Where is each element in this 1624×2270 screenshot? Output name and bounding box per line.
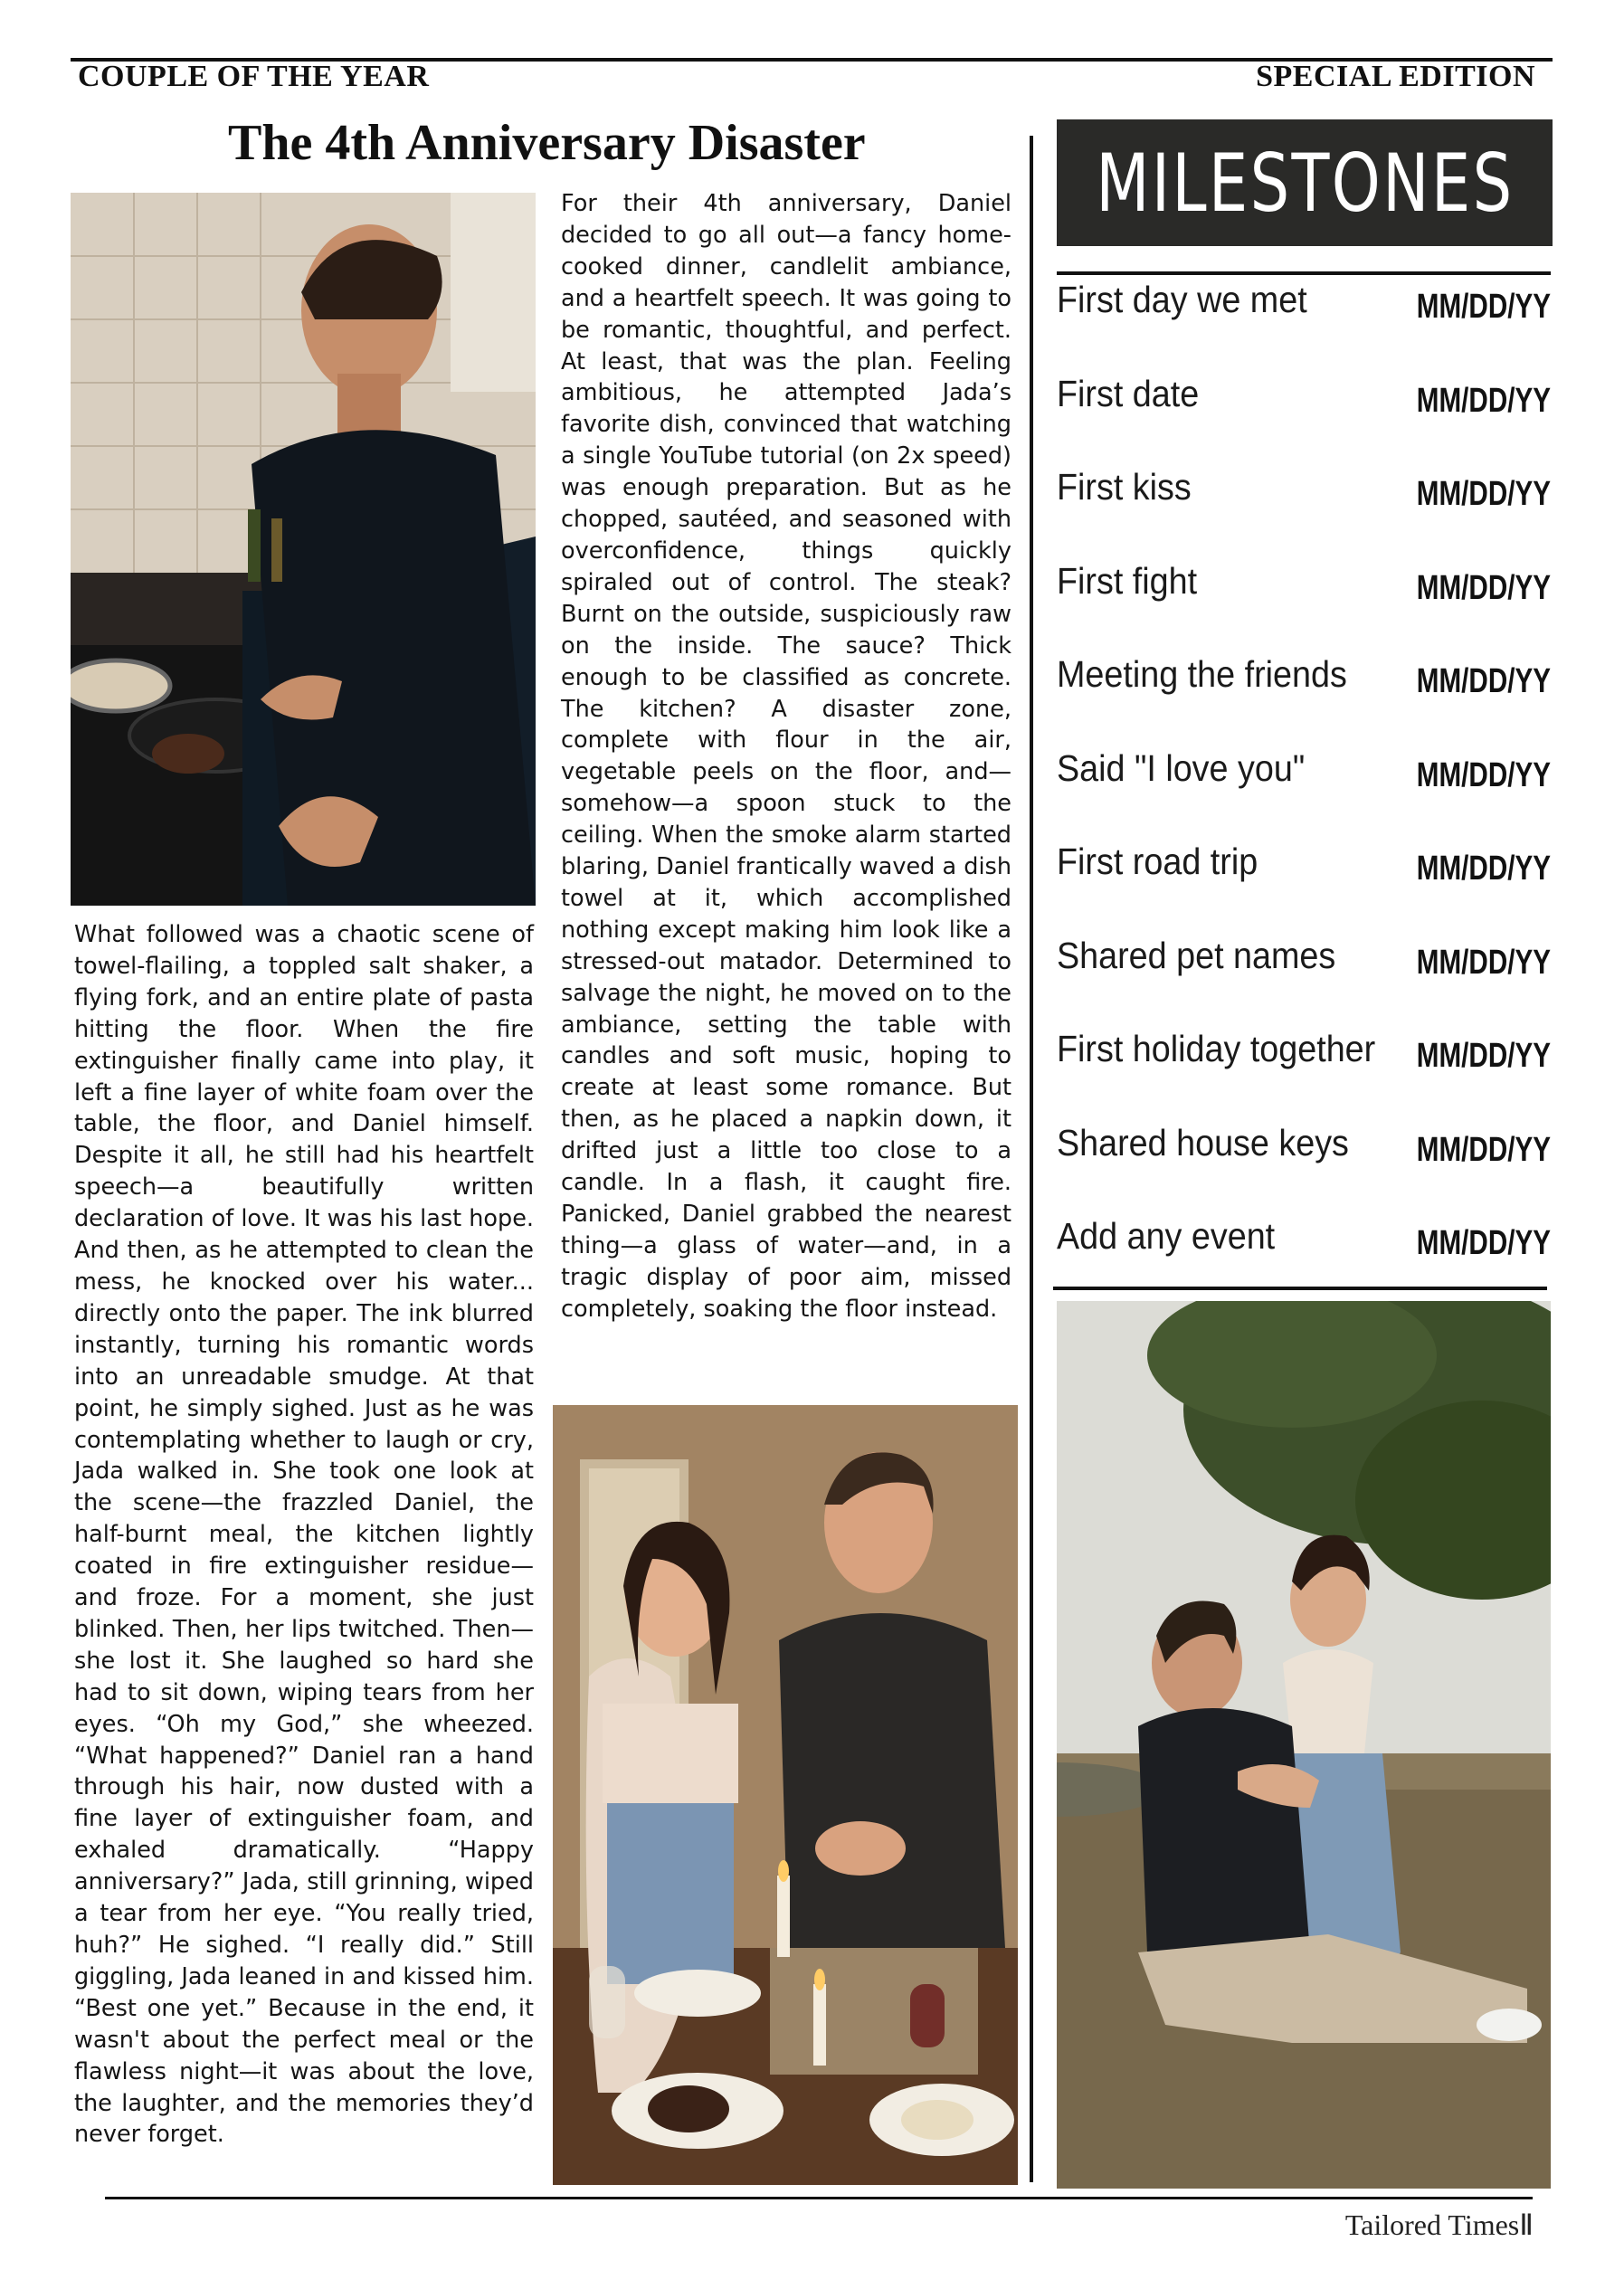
milestones-top-rule (1057, 271, 1551, 275)
milestone-row (1057, 1215, 1554, 1269)
milestone-date: MM/DD/YY (1416, 475, 1551, 513)
milestone-label: First date (1057, 373, 1200, 414)
milestone-label: First holiday together (1057, 1028, 1376, 1069)
milestones-title-text: MILESTONES (1095, 136, 1515, 230)
milestone-row (1057, 466, 1554, 520)
milestone-row (1057, 935, 1554, 989)
milestone-date: MM/DD/YY (1416, 382, 1551, 420)
milestone-date: MM/DD/YY (1416, 1131, 1551, 1169)
article-column-center: For their 4th anniversary, Daniel decided to go all out—a fancy home-cooked dinner, candlelit ambiance, and a heartfelt speech. It was going to be romantic, thoughtful, and perfect. At least, that was the plan. Feeling ambitious, he attempted Jada’s favorite dish, convinced that watching a single YouTube tutorial (on 2x speed) was enough preparation. But as he chopped, sautéed, and seasoned with overconfidence, things quickly spiraled out of control. The steak? Burnt on the outside, suspiciously raw on the inside. The sauce? Thick enough to be classified as concrete. The kitchen? A disaster zone, complete with flour in the air, vegetable peels on the floor, and—somehow—a spoon stuck to the ceiling. When the smoke alarm started blaring, Daniel frantically waved a dish towel at it, which accomplished nothing except making him look like a stressed-out matador. Determined to salvage the night, he moved on to the ambiance, setting the table with candles and soft music, hoping to create at least some romance. But then, as he placed a napkin down, it drifted just a little too close to a candle. In a flash, it caught fire. Panicked, Daniel grabbed the nearest thing—a glass of water—and, in a tragic display of poor aim, missed completely, soaking the floor instead. (561, 190, 1011, 1323)
milestone-date: MM/DD/YY (1416, 756, 1551, 794)
milestone-row (1057, 560, 1554, 614)
footer-brand: Tailored TimesⅡ (1344, 2208, 1534, 2241)
milestone-date: MM/DD/YY (1416, 569, 1551, 607)
milestone-date: MM/DD/YY (1416, 850, 1551, 888)
milestones-title (1057, 119, 1553, 246)
column-divider (1030, 136, 1033, 2182)
milestone-label: First kiss (1057, 466, 1192, 508)
milestone-date: MM/DD/YY (1416, 1037, 1551, 1075)
milestone-label: Meeting the friends (1057, 653, 1347, 695)
milestone-label: Shared house keys (1057, 1122, 1349, 1163)
edition-label: SPECIAL EDITION (1256, 60, 1535, 93)
milestone-row (1057, 373, 1554, 427)
milestone-row (1057, 841, 1554, 895)
milestone-row (1057, 1122, 1554, 1176)
milestone-date: MM/DD/YY (1416, 288, 1551, 326)
article-column-left: What followed was a chaotic scene of towel-flailing, a toppled salt shaker, a flying fork, and an entire plate of pasta hitting the floor. When the fire extinguisher finally came into play, it left a fine layer of white foam over the table, the floor, and Daniel himself. Despite it all, he still had his heartfelt speech—a beautifully written declaration of love. It was his last hope. And then, as he attempted to clean the mess, he knocked over his water... directly onto the paper. The ink blurred instantly, turning his romantic words into an unreadable smudge. At that point, he simply sighed. Just as he was contemplating whether to laugh or cry, Jada walked in. She took one look at the scene—the frazzled Daniel, the half-burnt meal, the kitchen lightly coated in fire extinguisher residue—and froze. For a moment, she just blinked. Then, her lips twitched. Then—she lost it. She laughed so hard she had to sit down, wiping tears from her eyes. “Oh my God,” she wheezed. “What happened?” Daniel ran a hand through his hair, now dusted with a fine layer of extinguisher foam, and exhaled dramatically. “Happy anniversary?” Jada, still grinning, wiped a tear from her eye. “You really tried, huh?” He sighed. “I really did.” Still giggling, Jada leaned in and kissed him. “Best one yet.” Because in the end, it wasn't about the perfect meal or the flawless night—it was about the love, the laughter, and the memories they’d never forget. (74, 921, 535, 2149)
milestone-date: MM/DD/YY (1416, 1224, 1551, 1262)
milestone-label: First day we met (1057, 279, 1307, 320)
milestone-label: First road trip (1057, 841, 1258, 882)
milestone-row (1057, 653, 1554, 708)
milestone-label: Said "I love you" (1057, 747, 1306, 789)
milestone-date: MM/DD/YY (1416, 662, 1551, 700)
milestone-row (1057, 747, 1554, 802)
section-label: COUPLE OF THE YEAR (78, 60, 430, 93)
milestone-row (1057, 1028, 1554, 1082)
milestone-row (1057, 279, 1554, 333)
milestone-label: Shared pet names (1057, 935, 1336, 976)
cooking-photo (71, 193, 536, 906)
milestone-label: First fight (1057, 560, 1198, 602)
milestone-label: Add any event (1057, 1215, 1276, 1257)
couple-outdoors-photo (1057, 1301, 1551, 2189)
bottom-rule (105, 2197, 1533, 2199)
milestones-bottom-rule (1053, 1287, 1547, 1290)
milestone-date: MM/DD/YY (1416, 944, 1551, 982)
laughing-couple-photo (553, 1405, 1018, 2185)
article-headline: The 4th Anniversary Disaster (228, 115, 866, 171)
